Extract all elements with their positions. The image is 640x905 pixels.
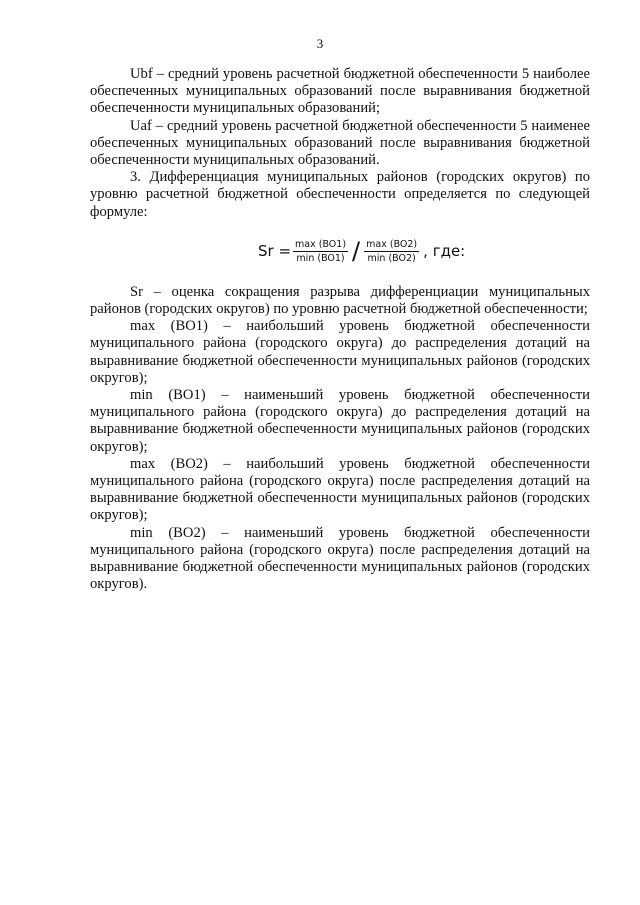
- paragraph-ubf-definition: Ubf – средний уровень расчетной бюджетной обеспеченности 5 наиболее обеспеченных муниципальных образований после выравнивания бюджетной обеспеченности муниципальных образований;: [90, 66, 590, 117]
- page-number: 3: [316, 36, 324, 51]
- paragraph-min-bo1-definition: min (BO1) – наименьший уровень бюджетной обеспеченности муниципального района (городского округа) до распределения дотаций на выравнивание бюджетной обеспеченности муниципальных районов (городских округов);: [90, 387, 590, 455]
- document-body: [90, 66, 590, 593]
- formula-fraction-bo1: [293, 238, 348, 265]
- formula-where-suffix: , где:: [423, 241, 466, 260]
- sr-formula: [90, 238, 590, 265]
- formula-lhs: Sr =: [258, 241, 292, 260]
- formula-fraction-bo2: [364, 238, 419, 265]
- formula-fraction-bo2-denominator: min (BO2): [367, 252, 416, 264]
- formula-division-slash: /: [352, 237, 361, 266]
- formula-fraction-bo2-numerator: max (BO2): [366, 238, 418, 250]
- formula-fraction-bo1-denominator: min (BO1): [296, 252, 345, 264]
- paragraph-item-3-intro: 3. Дифференциация муниципальных районов (городских округов) по уровню расчетной бюджетной обеспеченности определяется по следующей формуле:: [90, 169, 590, 220]
- formula-fraction-bo1-numerator: max (BO1): [295, 238, 347, 250]
- paragraph-min-bo2-definition: min (BO2) – наименьший уровень бюджетной обеспеченности муниципального района (городского округа) после распределения дотаций на выравнивание бюджетной обеспеченности муниципальных районов (городских округов).: [90, 524, 590, 593]
- paragraph-max-bo1-definition: max (BO1) – наибольший уровень бюджетной обеспеченности муниципального района (городского округа) до распределения дотаций на выравнивание бюджетной обеспеченности муниципальных районов (городских округов);: [90, 318, 590, 386]
- paragraph-max-bo2-definition: max (BO2) – наибольший уровень бюджетной обеспеченности муниципального района (городского округа) после распределения дотаций на выравнивание бюджетной обеспеченности муниципальных районов (городских округов);: [90, 455, 590, 524]
- paragraph-sr-definition: Sr – оценка сокращения разрыва дифференциации муниципальных районов (городских округов) по уровню расчетной бюджетной обеспеченности;: [90, 283, 590, 318]
- paragraph-uaf-definition: Uaf – средний уровень расчетной бюджетной обеспеченности 5 наименее обеспеченных муниципальных образований после выравнивания бюджетной обеспеченности муниципальных образований.: [90, 117, 590, 169]
